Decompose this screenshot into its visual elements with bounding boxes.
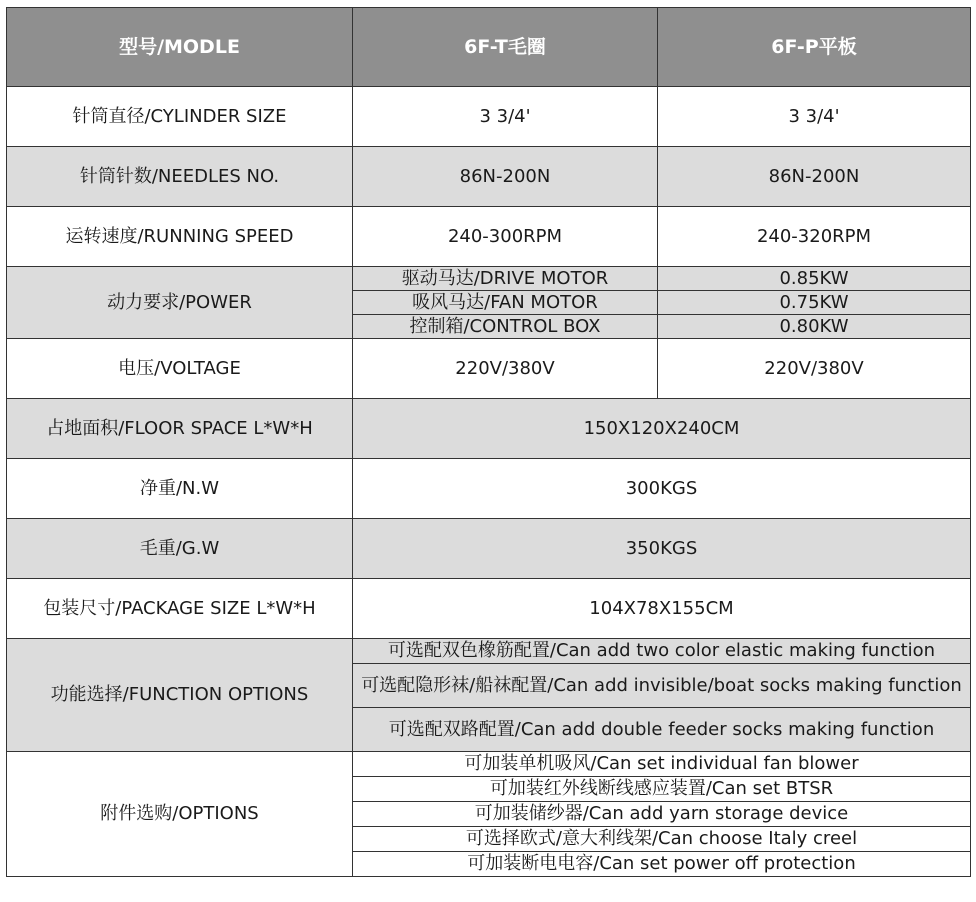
row-power-1 (7, 267, 971, 291)
label-package-size: 包装尺寸/PACKAGE SIZE L*W*H (7, 579, 353, 639)
function-option: 可选配隐形袜/船袜配置/Can add invisible/boat socks making function (353, 664, 971, 708)
label-functions: 功能选择/FUNCTION OPTIONS (7, 639, 353, 752)
function-option: 可选配双路配置/Can add double feeder socks making function (353, 708, 971, 752)
label-needles: 针筒针数/NEEDLES NO. (7, 147, 353, 207)
row-speed (7, 207, 971, 267)
function-option: 可选配双色橡筋配置/Can add two color elastic making function (353, 639, 971, 664)
label-options: 附件选购/OPTIONS (7, 752, 353, 877)
power-item-value: 0.85KW (658, 267, 971, 291)
row-net-weight (7, 459, 971, 519)
spec-table (6, 7, 971, 877)
header-6f-p: 6F-P平板 (658, 8, 971, 87)
row-gross-weight (7, 519, 971, 579)
label-voltage: 电压/VOLTAGE (7, 339, 353, 399)
row-package-size (7, 579, 971, 639)
value-speed-p: 240-320RPM (658, 207, 971, 267)
accessory-option: 可加装储纱器/Can add yarn storage device (353, 802, 971, 827)
value-cylinder-p: 3 3/4' (658, 87, 971, 147)
value-cylinder-t: 3 3/4' (353, 87, 658, 147)
label-cylinder: 针筒直径/CYLINDER SIZE (7, 87, 353, 147)
accessory-option: 可选择欧式/意大利线架/Can choose Italy creel (353, 827, 971, 852)
row-function-1 (7, 639, 971, 664)
row-voltage (7, 339, 971, 399)
header-6f-t: 6F-T毛圈 (353, 8, 658, 87)
label-speed: 运转速度/RUNNING SPEED (7, 207, 353, 267)
header-model: 型号/MODLE (7, 8, 353, 87)
value-needles-p: 86N-200N (658, 147, 971, 207)
accessory-option: 可加装单机吸风/Can set individual fan blower (353, 752, 971, 777)
value-package-size: 104X78X155CM (353, 579, 971, 639)
accessory-option: 可加装红外线断线感应装置/Can set BTSR (353, 777, 971, 802)
power-item-name: 吸风马达/FAN MOTOR (353, 291, 658, 315)
power-item-name: 控制箱/CONTROL BOX (353, 315, 658, 339)
value-voltage-p: 220V/380V (658, 339, 971, 399)
row-needles (7, 147, 971, 207)
power-item-name: 驱动马达/DRIVE MOTOR (353, 267, 658, 291)
label-gross-weight: 毛重/G.W (7, 519, 353, 579)
label-floor-space: 占地面积/FLOOR SPACE L*W*H (7, 399, 353, 459)
power-item-value: 0.75KW (658, 291, 971, 315)
row-cylinder (7, 87, 971, 147)
accessory-option: 可加装断电电容/Can set power off protection (353, 852, 971, 877)
row-option-1 (7, 752, 971, 777)
value-voltage-t: 220V/380V (353, 339, 658, 399)
label-power: 动力要求/POWER (7, 267, 353, 339)
row-floor-space (7, 399, 971, 459)
header-row (7, 8, 971, 87)
value-floor-space: 150X120X240CM (353, 399, 971, 459)
value-net-weight: 300KGS (353, 459, 971, 519)
value-needles-t: 86N-200N (353, 147, 658, 207)
power-item-value: 0.80KW (658, 315, 971, 339)
label-net-weight: 净重/N.W (7, 459, 353, 519)
value-speed-t: 240-300RPM (353, 207, 658, 267)
value-gross-weight: 350KGS (353, 519, 971, 579)
